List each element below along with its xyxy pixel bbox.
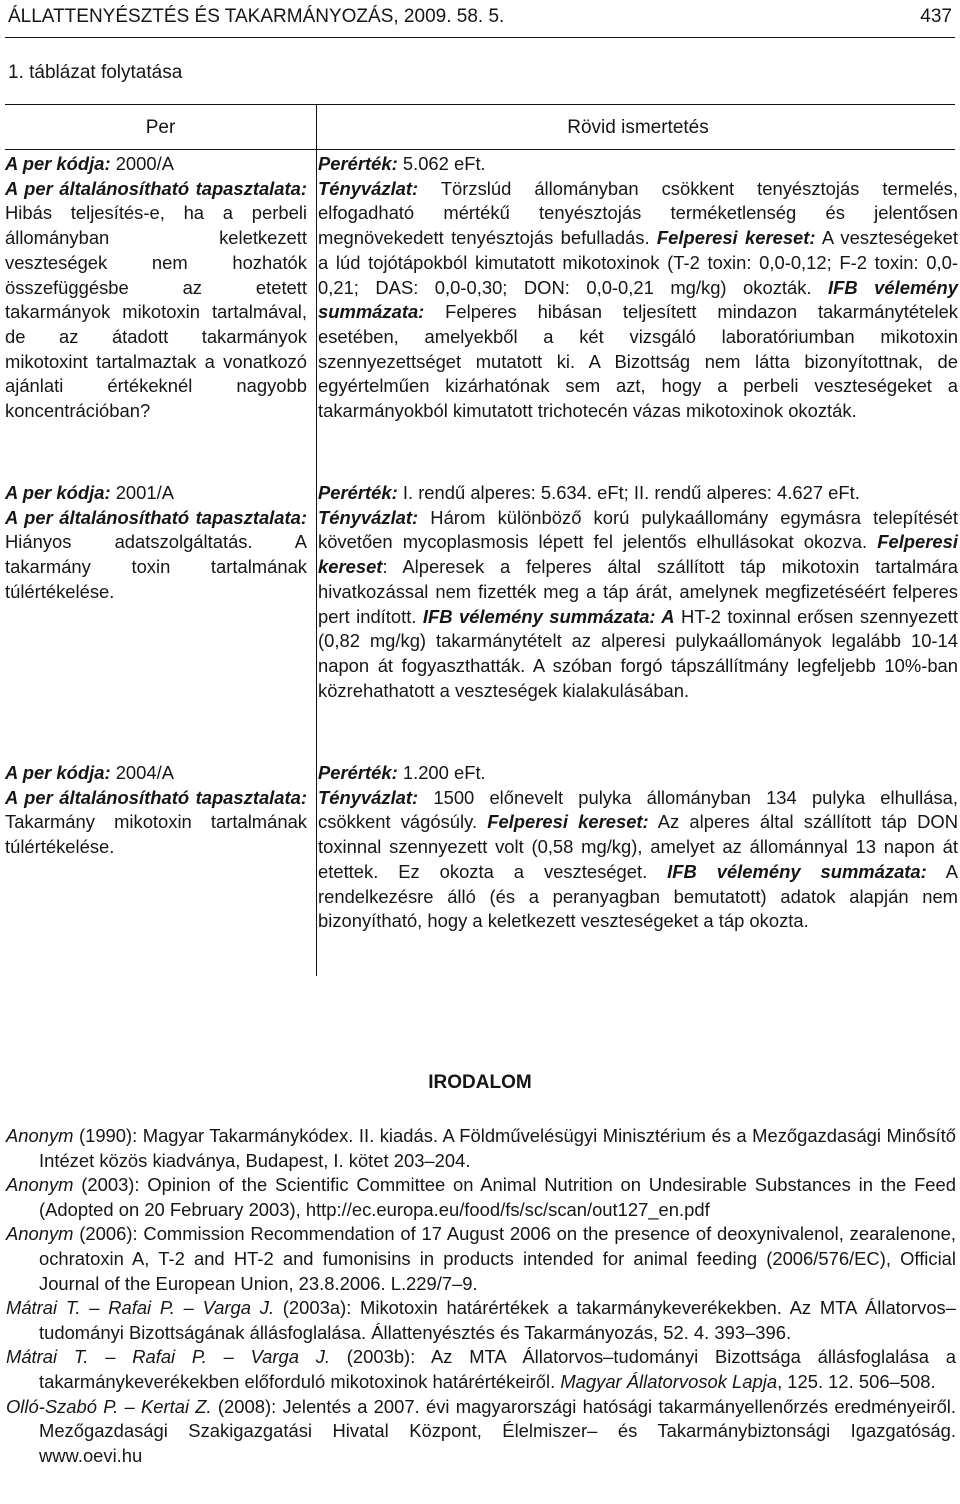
reference-text: (2008): Jelentés a 2007. évi magyarországi hatósági takarmányellenőrzés eredményeiről. Mezőgazdasági Szakigazgatási Hivatal Központ, Élelmiszer– és Takarmánybiztonsági Igazgatóság. www.oevi.hu: [39, 1395, 956, 1466]
journal-title: ÁLLATTENYÉSZTÉS ÉS TAKARMÁNYOZÁS, 2009. 58. 5.: [8, 6, 505, 27]
reference-text: (2006): Commission Recommendation of 17 August 2006 on the presence of deoxynivalenol, zearalenone, ochratoxin A, T-2 and HT-2 and fumonisins in products intended for animal feeding (2006/576/EC), Official Journal of the European Union, 23.8.2006. L.229/7–9.: [39, 1223, 956, 1294]
column-divider: [316, 104, 317, 976]
reference-author: Mátrai T. – Rafai P. – Varga J.: [6, 1297, 275, 1319]
case-opinion: A rendelkezésre álló (és a peranyagban bemutatott) adatok alapján nem bizonyítható, hogy a keletkezett veszteségeket a táp okozta.: [318, 860, 958, 932]
case-question-label: A per általánosítható tapasztalata:: [5, 177, 307, 199]
case-question-label: A per általánosítható tapasztalata:: [5, 506, 307, 528]
case-facts: Törzslúd állományban csökkent tenyésztojás termelés, elfogadható mértékű tenyésztojás terméketlenség és jelentősen megnövekedett tenyésztojás befulladás.: [318, 177, 958, 249]
case-table: [5, 104, 958, 976]
case-value-label: Perérték:: [318, 482, 398, 503]
case-code-label: A per kódja:: [5, 482, 111, 503]
case-question-label: A per általánosítható tapasztalata:: [5, 786, 307, 808]
case-question: Hibás teljesítés-e, ha a perbeli állományban keletkezett veszteségek nem hozhatók összefüggésbe az etetett takarmányok mikotoxin tartalmával, de az átadott takarmányok mikotoxint tartalmaztak a vonatkozó ajánlati értékeknél nagyobb koncentrációban?: [5, 202, 307, 422]
reference-list: [6, 1124, 956, 1468]
case-opinion: HT-2 toxinnal erősen szennyezett (0,82 mg/kg) takarmánytételt az alperesi pulykaállományok legalább 10-14 napon át fogyaszthatták. A szóban forgó tápszállítmány legfeljebb 10%-ban közrehathatott a veszteségek kialakulásában.: [318, 605, 958, 701]
case-code: 2001/A: [110, 482, 174, 503]
reference-item: [6, 1173, 956, 1222]
reference-author: Anonym: [6, 1174, 74, 1196]
case-claim-label: Felperesi kereset: [318, 531, 958, 578]
reference-item: [6, 1345, 956, 1394]
case-claim-label: Felperesi kereset:: [487, 811, 649, 833]
references-heading: IRODALOM: [428, 1072, 532, 1093]
reference-text: (2003): Opinion of the Scientific Committee on Animal Nutrition on Undesirable Substances in the Feed (Adopted on 20 February 2003), http://ec.europa.eu/food/fs/sc/scan/out127_en.pdf: [39, 1174, 956, 1220]
case-code: 2004/A: [110, 762, 174, 783]
case-summary-2001a: [318, 481, 958, 703]
case-value: 1.200 eFt.: [397, 762, 486, 783]
reference-text: (1990): Magyar Takarmánykódex. II. kiadás. A Földművelésügyi Minisztérium és a Mezőgazdasági Minősítő Intézet közös kiadványa, Budapest, I. kötet 203–204.: [39, 1125, 956, 1171]
table-header-rule: [5, 149, 955, 150]
case-code: 2000/A: [110, 153, 174, 174]
reference-item: [6, 1124, 956, 1173]
running-header: [8, 6, 952, 32]
column-header-summary: Rövid ismertetés: [567, 117, 709, 138]
reference-author: Olló-Szabó P. – Kertai Z.: [6, 1395, 212, 1417]
case-value-label: Perérték:: [318, 153, 398, 174]
reference-author: Anonym: [6, 1125, 74, 1146]
case-info-2001a: [5, 481, 307, 605]
case-opinion: Felperes hibásan teljesített mindazon takarmánytételek esetében, amelyekből a két vizsgáló laboratóriumban mikotoxin szennyezettséget mutatott ki. A Bizottság nem látta bizonyítottnak, de egyértelműen kizárhatónak sem azt, hogy a perbeli veszteségeket a takarmányokból kimutatott trichotecén vázas mikotoxinok okozták.: [318, 301, 958, 422]
reference-item: [6, 1395, 956, 1469]
reference-author: Anonym: [6, 1223, 74, 1245]
case-claim: : Alperesek a felperes által szállított táp mikotoxin tartalmára hivatkozással nem fizették meg a táp árát, amelynek megfizetéséért felperes pert indított.: [318, 556, 958, 627]
reference-item: [6, 1296, 956, 1345]
case-summary-2004a: [318, 761, 958, 934]
reference-tail: , 125. 12. 506–508.: [777, 1370, 936, 1392]
case-value: 5.062 eFt.: [397, 153, 486, 174]
case-facts-label: Tényvázlat:: [318, 506, 419, 528]
reference-text: (2003b): Az MTA Állatorvos–tudományi Bizottsága állásfoglalása a takarmánykeverékekben előforduló mikotoxinok határértékeiről.: [39, 1346, 956, 1392]
reference-item: [6, 1222, 956, 1296]
page-number: 437: [920, 6, 952, 27]
case-info-2004a: [5, 761, 307, 860]
reference-author: Mátrai T. – Rafai P. – Varga J.: [6, 1346, 331, 1368]
case-value-label: Perérték:: [318, 762, 398, 783]
case-question: Takarmány mikotoxin tartalmának túlértékelése.: [5, 811, 307, 858]
case-question: Hiányos adatszolgáltatás. A takarmány toxin tartalmának túlértékelése.: [5, 531, 307, 602]
case-opinion-label: IFB vélemény summázata: A: [422, 605, 675, 627]
header-rule: [5, 37, 955, 38]
reference-journal: Magyar Állatorvosok Lapja: [560, 1370, 778, 1392]
case-facts-label: Tényvázlat:: [318, 177, 419, 199]
case-claim: A veszteségeket a lúd tojótápokból kimutatott mikotoxinok (T-2 toxin: 0,0-0,12; F-2 toxin: 0,0-0,21; DAS: 0,0-0,30; DON: 0,0-0,21 mg/kg) okozták.: [318, 227, 958, 298]
case-facts-label: Tényvázlat:: [318, 786, 419, 808]
case-value: I. rendű alperes: 5.634. eFt; II. rendű alperes: 4.627 eFt.: [397, 482, 860, 503]
case-opinion-label: IFB vélemény summázata:: [318, 276, 958, 323]
column-header-per: Per: [145, 117, 176, 138]
case-code-label: A per kódja:: [5, 762, 111, 783]
case-facts: Három különböző korú pulykaállomány egymásra telepítését követően mycoplasmosis lépett fel jelentős elhullásokat okozva.: [318, 506, 958, 553]
case-claim: Az alperes által szállított táp DON toxinnal szennyezett volt (0,58 mg/kg), amelyet az állománnyal 13 napon át etettek. Ez okozta a veszteséget.: [318, 811, 958, 882]
case-code-label: A per kódja:: [5, 153, 111, 174]
table-top-rule: [5, 104, 955, 105]
table-caption: 1. táblázat folytatása: [8, 62, 183, 83]
reference-text: (2003a): Mikotoxin határértékek a takarmánykeverékekben. Az MTA Állatorvos–tudományi Bizottságának állásfoglalása. Állattenyésztés és Takarmányozás, 52. 4. 393–396.: [39, 1297, 956, 1343]
case-opinion-label: IFB vélemény summázata:: [667, 860, 927, 882]
case-facts: 1500 előnevelt pulyka állományban 134 pulyka elhullása, csökkent vágósúly.: [318, 786, 958, 833]
case-info-2000a: [5, 152, 307, 424]
case-claim-label: Felperesi kereset:: [656, 227, 816, 249]
case-summary-2000a: [318, 152, 958, 424]
